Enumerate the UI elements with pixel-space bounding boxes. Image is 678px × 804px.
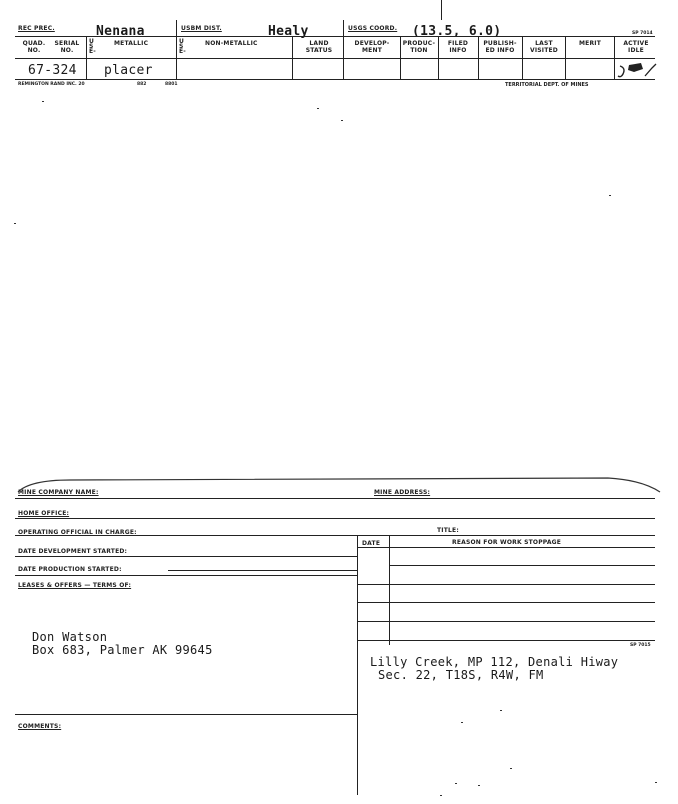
col-serial-no: SERIAL NO.: [54, 40, 80, 54]
home-office-label: HOME OFFICE:: [18, 510, 70, 517]
record-quad-serial: 67-324: [28, 63, 77, 78]
territorial-dept-credit: TERRITORIAL DEPT. OF MINES: [505, 82, 589, 88]
reason-column-header: REASON FOR WORK STOPPAGE: [452, 539, 562, 546]
date-development-label: DATE DEVELOPMENT STARTED:: [18, 548, 128, 555]
owner-address: Box 683, Palmer AK 99645: [32, 643, 213, 657]
title-label: TITLE:: [437, 527, 459, 534]
form-code-top: SP 7014: [632, 31, 653, 36]
usbm-dist-value: Healy: [268, 24, 309, 39]
form-code-bottom: SP 7015: [630, 643, 651, 648]
card-edge-curve: [10, 474, 670, 496]
printer-credit: REMINGTON RAND INC. 20: [18, 82, 85, 87]
mine-address-label: MINE ADDRESS:: [374, 489, 431, 496]
col-quad-no: QUAD. NO.: [22, 40, 46, 54]
col-filed-info: FILED INFO: [447, 40, 469, 54]
record-metallic: placer: [104, 63, 153, 78]
date-production-label: DATE PRODUCTION STARTED:: [18, 566, 122, 573]
usbm-dist-label: USBM DIST.: [181, 25, 222, 32]
col-production: PRODUC- TION: [402, 40, 436, 54]
owner-name: Don Watson: [32, 630, 108, 644]
printer-code-2: 8801: [165, 82, 178, 87]
printer-code-1: 882: [137, 82, 147, 87]
col-published-info: PUBLISH- ED INFO: [483, 40, 517, 54]
col-use-letters-nonmetallic: U S E-: [179, 38, 186, 55]
operating-official-label: OPERATING OFFICIAL IN CHARGE:: [18, 529, 137, 536]
rec-prec-value: Nenana: [96, 24, 145, 39]
col-development: DEVELOP- MENT: [354, 40, 390, 54]
usgs-coord-value: (13.5, 6.0): [412, 24, 502, 39]
leases-offers-label: LEASES & OFFERS — TERMS OF:: [18, 582, 132, 589]
rec-prec-label: REC PREC.: [18, 25, 55, 32]
usgs-coord-label: USGS COORD.: [348, 25, 398, 32]
date-column-header: DATE: [362, 540, 381, 547]
location-line-1: Lilly Creek, MP 112, Denali Hiway: [370, 655, 619, 669]
col-nonmetallic: NON-METALLIC: [205, 40, 258, 47]
col-land-status: LAND STATUS: [305, 40, 333, 54]
col-last-visited: LAST VISITED: [529, 40, 558, 54]
mine-company-label: MINE COMPANY NAME:: [18, 489, 99, 496]
col-merit: MERIT: [578, 40, 601, 47]
active-idle-mark-icon: [614, 58, 658, 86]
col-use-letters-metallic: U S E-: [89, 38, 96, 55]
col-active-idle: ACTIVE IDLE: [623, 40, 649, 54]
location-line-2: Sec. 22, T18S, R4W, FM: [378, 668, 544, 682]
col-metallic: METALLIC: [114, 40, 149, 47]
comments-label: COMMENTS:: [18, 723, 62, 730]
